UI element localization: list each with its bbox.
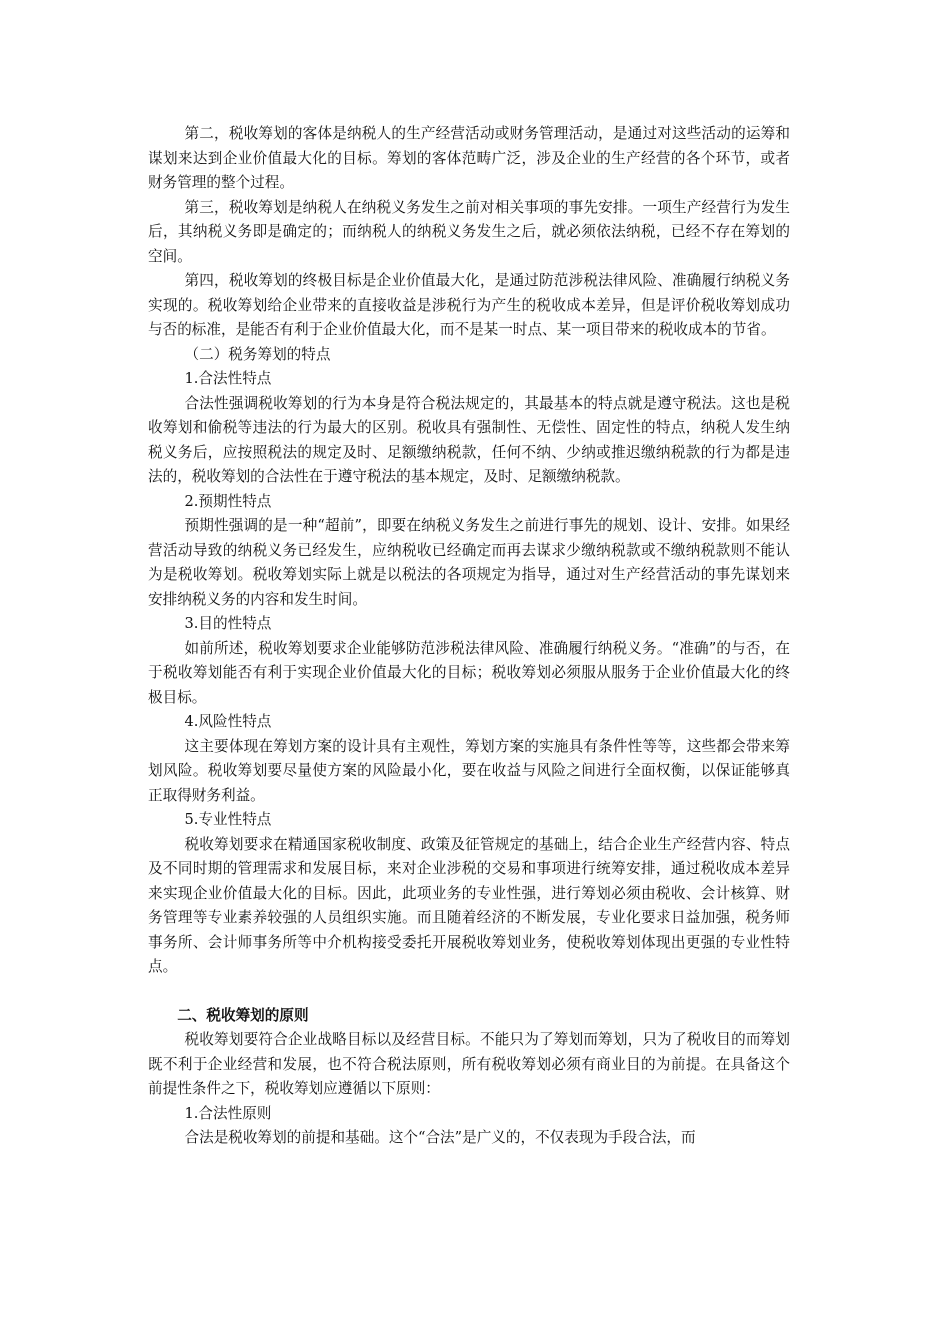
feature-title: 1.合法性特点 — [184, 370, 272, 387]
feature-body: 这主要体现在筹划方案的设计具有主观性，筹划方案的实施具有条件性等等，这些都会带来筹划风险。税收筹划要尽量使方案的风险最小化，要在收益与风险之间进行全面权衡，以保证能够真正取得财务利益。 — [148, 737, 790, 804]
section-spacer — [148, 980, 790, 1004]
feature-body: 合法性强调税收筹划的行为本身是符合税法规定的，其最基本的特点就是遵守税法。这也是税收筹划和偷税等违法的行为最大的区别。税收具有强制性、无偿性、固定性的特点，纳税人发生纳税义务后，应按照税法的规定及时、足额缴纳税款，任何不纳、少纳或推迟缴纳税款的行为都是违法的，税收筹划的合法性在于遵守税法的基本规定，及时、足额缴纳税款。 — [148, 394, 790, 485]
feature-title: 4.风险性特点 — [184, 713, 272, 730]
feature-body: 预期性强调的是一种“超前”，即要在纳税义务发生之前进行事先的规划、设计、安排。如果经营活动导致的纳税义务已经发生，应纳税收已经确定而再去谋求少缴纳税款或不缴纳税款则不能认为是税收筹划。税收筹划实际上就是以税法的各项规定为指导，通过对生产经营活动的事先谋划来安排纳税义务的内容和发生时间。 — [148, 517, 790, 608]
subsection-title: （二）税务筹划的特点 — [184, 345, 331, 363]
document-page — [148, 122, 790, 1151]
feature-body: 如前所述，税收筹划要求企业能够防范涉税法律风险、准确履行纳税义务。“准确”的与否，在于税收筹划能否有利于实现企业价值最大化的目标；税收筹划必须服从服务于企业价值最大化的终极目标。 — [148, 639, 790, 706]
section-heading: 二、税收筹划的原则 — [177, 1006, 309, 1024]
paragraph: 第二，税收筹划的客体是纳税人的生产经营活动或财务管理活动，是通过对这些活动的运筹和谋划来达到企业价值最大化的目标。筹划的客体范畴广泛，涉及企业的生产经营的各个环节，或者财务管理的整个过程。 — [148, 125, 790, 191]
feature-body: 税收筹划要求在精通国家税收制度、政策及征管规定的基础上，结合企业生产经营内容、特点及不同时期的管理需求和发展目标，来对企业涉税的交易和事项进行统筹安排，通过税收成本差异来实现企业价值最大化的目标。因此，此项业务的专业性强，进行筹划必须由税收、会计核算、财务管理等专业素养较强的人员组织实施。而且随着经济的不断发展，专业化要求日益加强，税务师事务所、会计师事务所等中介机构接受委托开展税收筹划业务，使税收筹划体现出更强的专业性特点。 — [148, 835, 790, 975]
paragraph: 第四，税收筹划的终极目标是企业价值最大化，是通过防范涉税法律风险、准确履行纳税义务实现的。税收筹划给企业带来的直接收益是涉税行为产生的税收成本差异，但是评价税收筹划成功与否的标准，是能否有利于企业价值最大化，而不是某一时点、某一项目带来的税收成本的节省。 — [148, 272, 790, 338]
principle-title: 1.合法性原则 — [184, 1104, 272, 1122]
feature-title: 2.预期性特点 — [184, 492, 272, 510]
paragraph: 合法是税收筹划的前提和基础。这个“合法”是广义的，不仅表现为手段合法，而 — [184, 1129, 696, 1146]
paragraph: 税收筹划要符合企业战略目标以及经营目标。不能只为了筹划而筹划，只为了税收目的而筹划既不利于企业经营和发展，也不符合税法原则，所有税收筹划必须有商业目的为前提。在具备这个前提性条件之下，税收筹划应遵循以下原则： — [148, 1031, 790, 1097]
paragraph: 第三，税收筹划是纳税人在纳税义务发生之前对相关事项的事先安排。一项生产经营行为发生后，其纳税义务即是确定的；而纳税人的纳税义务发生之后，就必须依法纳税，已经不存在筹划的空间。 — [148, 198, 790, 265]
feature-title: 3.目的性特点 — [184, 615, 272, 632]
feature-title: 5.专业性特点 — [184, 811, 272, 828]
